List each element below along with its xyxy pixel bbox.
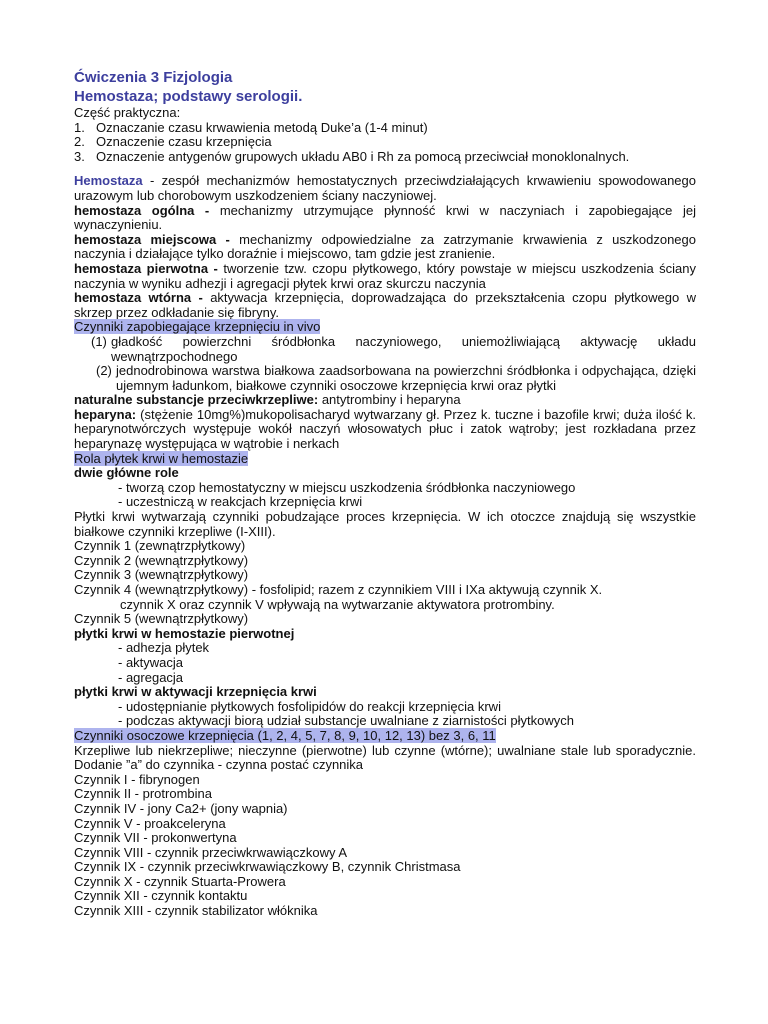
naturalne-definition [74,393,696,408]
practical-item [74,150,696,165]
item-number: (2) [96,363,112,379]
item-text: jednodrobinowa warstwa białkowa zaadsorbowana na powierzchni śródbłonka i odpychająca, dzięki ujemnym ładunkom, białkowe czynniki osoczowe krzepnięcia krwi oraz płytki [116,363,696,393]
item-text: Oznaczenie antygenów grupowych układu AB0 i Rh za pomocą przeciwciał monoklonalnych. [96,148,630,164]
definition-text: mechanizmy odpowiedzialne za zatrzymanie krwawienia z uszkodzonego naczynia i działające tylko doraźnie i miejscowo, tam gdzie jest zranienie. [74,231,696,262]
list-item [74,364,696,393]
section-heading-osoczowe [74,729,696,744]
section-heading-rola [74,452,696,467]
item-number: 3. [74,148,85,164]
list-item: - agregacja [118,669,184,685]
term-pierwotna: hemostaza pierwotna - [74,260,218,276]
list-item: Czynnik VII - prokonwertyna [74,830,237,846]
miejscowa-definition [74,233,696,262]
definition-text: tworzenie tzw. czopu płytkowego, który powstaje w miejscu uszkodzenia ściany naczynia w wyniku adhezji i agregacji płytek krwi oraz skurczu naczynia [74,260,696,291]
list-item: Czynnik X - czynnik Stuarta-Prowera [74,873,286,889]
term-heparyna: heparyna: [74,406,137,422]
definition-text: mechanizmy utrzymujące płynność krwi w naczyniach i zapobiegające jej wynaczynieniu. [74,202,696,233]
practical-list [74,121,696,165]
list-item [74,335,696,364]
item-text: gładkość powierzchni śródbłonka naczyniowego, uniemożliwiającą aktywację układu wewnątrzpochodnego [111,333,696,364]
hemostaza-definition [74,174,696,203]
term-ogolna: hemostaza ogólna - [74,202,210,218]
definition-text: antytrombiny i heparyna [318,392,461,408]
list-item: Czynnik VIII - czynnik przeciwkrwawiączkowy A [74,844,348,860]
list-item: Czynnik I - fibrynogen [74,771,200,787]
list-item: Czynnik 2 (wewnątrzpłytkowy) [74,552,249,568]
definition-text: - zespół mechanizmów hemostatycznych przeciwdziałających krwawieniu spowodowanego urazowym lub chorobowym uszkodzeniem ściany naczyniowej. [74,173,696,203]
list-item: Czynnik 4 (wewnątrzpłytkowy) - fosfolipid; razem z czynnikiem VIII i IXa aktywują czynnik X. [74,582,603,597]
list-item: Czynnik 3 (wewnątrzpłytkowy) [74,567,249,583]
item-number: 2. [74,134,85,150]
term-naturalne: naturalne substancje przeciwkrzepliwe: [74,392,319,408]
definition-text: aktywacja krzepnięcia, doprowadzająca do przekształcenia czopu płytkowego w skrzep przez odkładanie się fibryny. [74,290,696,320]
list-item: - adhezja płytek [118,640,210,656]
term-hemostaza: Hemostaza [74,173,143,189]
list-item: Czynnik IV - jony Ca2+ (jony wapnia) [74,800,288,816]
list-item: - aktywacja [118,654,184,670]
definition-text: (stężenie 10mg%)mukopolisacharyd wytwarzany gł. Przez k. tuczne i bazofile krwi; duża ilość k. heparynotwórczych występuje wokół naczyń włosowatych płuc i zatok wątroby; jest rozkładana przez heparynazę występująca w wątrobie i nerkach [74,406,696,452]
section-heading-czynniki [74,320,696,335]
list-item: - podczas aktywacji biorą udział substancje uwalniane z ziarnistości płytkowych [118,713,574,729]
list-item: Czynnik V - proakceleryna [74,815,226,831]
pierwotna-definition [74,262,696,291]
item-number: 1. [74,119,85,135]
item-text: Oznaczanie czasu krwawienia metodą Duke’a (1-4 minut) [96,119,428,135]
item-number: (1) [91,333,107,349]
subheading: dwie główne role [74,465,179,481]
list-item: - tworzą czop hemostatyczny w miejscu uszkodzenia śródbłonka naczyniowego [118,479,576,495]
list-item-continuation: czynnik X oraz czynnik V wpływają na wytwarzanie aktywatora protrombiny. [120,596,555,612]
highlighted-heading: Czynniki osoczowe krzepnięcia (1, 2, 4, 5, 7, 8, 9, 10, 12, 13) bez 3, 6, 11 [74,727,496,743]
paragraph: Krzepliwe lub niekrzepliwe; nieczynne (pierwotne) lub czynne (wtórne); uwalniane stale lub sporadycznie. Dodanie ”a” do czynnika - czynna postać czynnika [74,742,696,773]
list-item: Czynnik 1 (zewnątrzpłytkowy) [74,538,246,554]
list-item: Czynnik XII - czynnik kontaktu [74,888,248,904]
highlighted-heading: Czynniki zapobiegające krzepnięciu in vivo [74,319,321,335]
list-item: - udostępnianie płytkowych fosfolipidów do reakcji krzepnięcia krwi [118,698,501,714]
list-item: - uczestniczą w reakcjach krzepnięcia krwi [118,494,363,510]
wtorna-definition [74,291,696,320]
document-subtitle: Hemostaza; podstawy serologii. [74,88,303,105]
document-title: Ćwiczenia 3 Fizjologia [74,69,233,86]
paragraph: Płytki krwi wytwarzają czynniki pobudzające proces krzepnięcia. W ich otoczce znajdują się wszystkie białkowe czynniki krzepliwe (I-XIII). [74,509,696,539]
term-wtorna: hemostaza wtórna - [74,290,203,306]
practical-item [74,121,696,136]
practical-item [74,135,696,150]
list-item: Czynnik XIII - czynnik stabilizator włóknika [74,903,318,919]
heparyna-definition [74,408,696,452]
subheading: płytki krwi w hemostazie pierwotnej [74,625,295,641]
list-item: Czynnik 5 (wewnątrzpłytkowy) [74,611,249,627]
list-item: Czynnik II - protrombina [74,786,212,802]
highlighted-heading: Rola płytek krwi w hemostazie [74,450,249,466]
term-miejscowa: hemostaza miejscowa - [74,231,230,247]
item-text: Oznaczenie czasu krzepnięcia [96,134,272,150]
ogolna-definition [74,204,696,233]
list-item: Czynnik IX - czynnik przeciwkrwawiączkowy B, czynnik Christmasa [74,859,461,875]
subheading: płytki krwi w aktywacji krzepnięcia krwi [74,684,317,700]
practical-label: Część praktyczna: [74,105,181,120]
